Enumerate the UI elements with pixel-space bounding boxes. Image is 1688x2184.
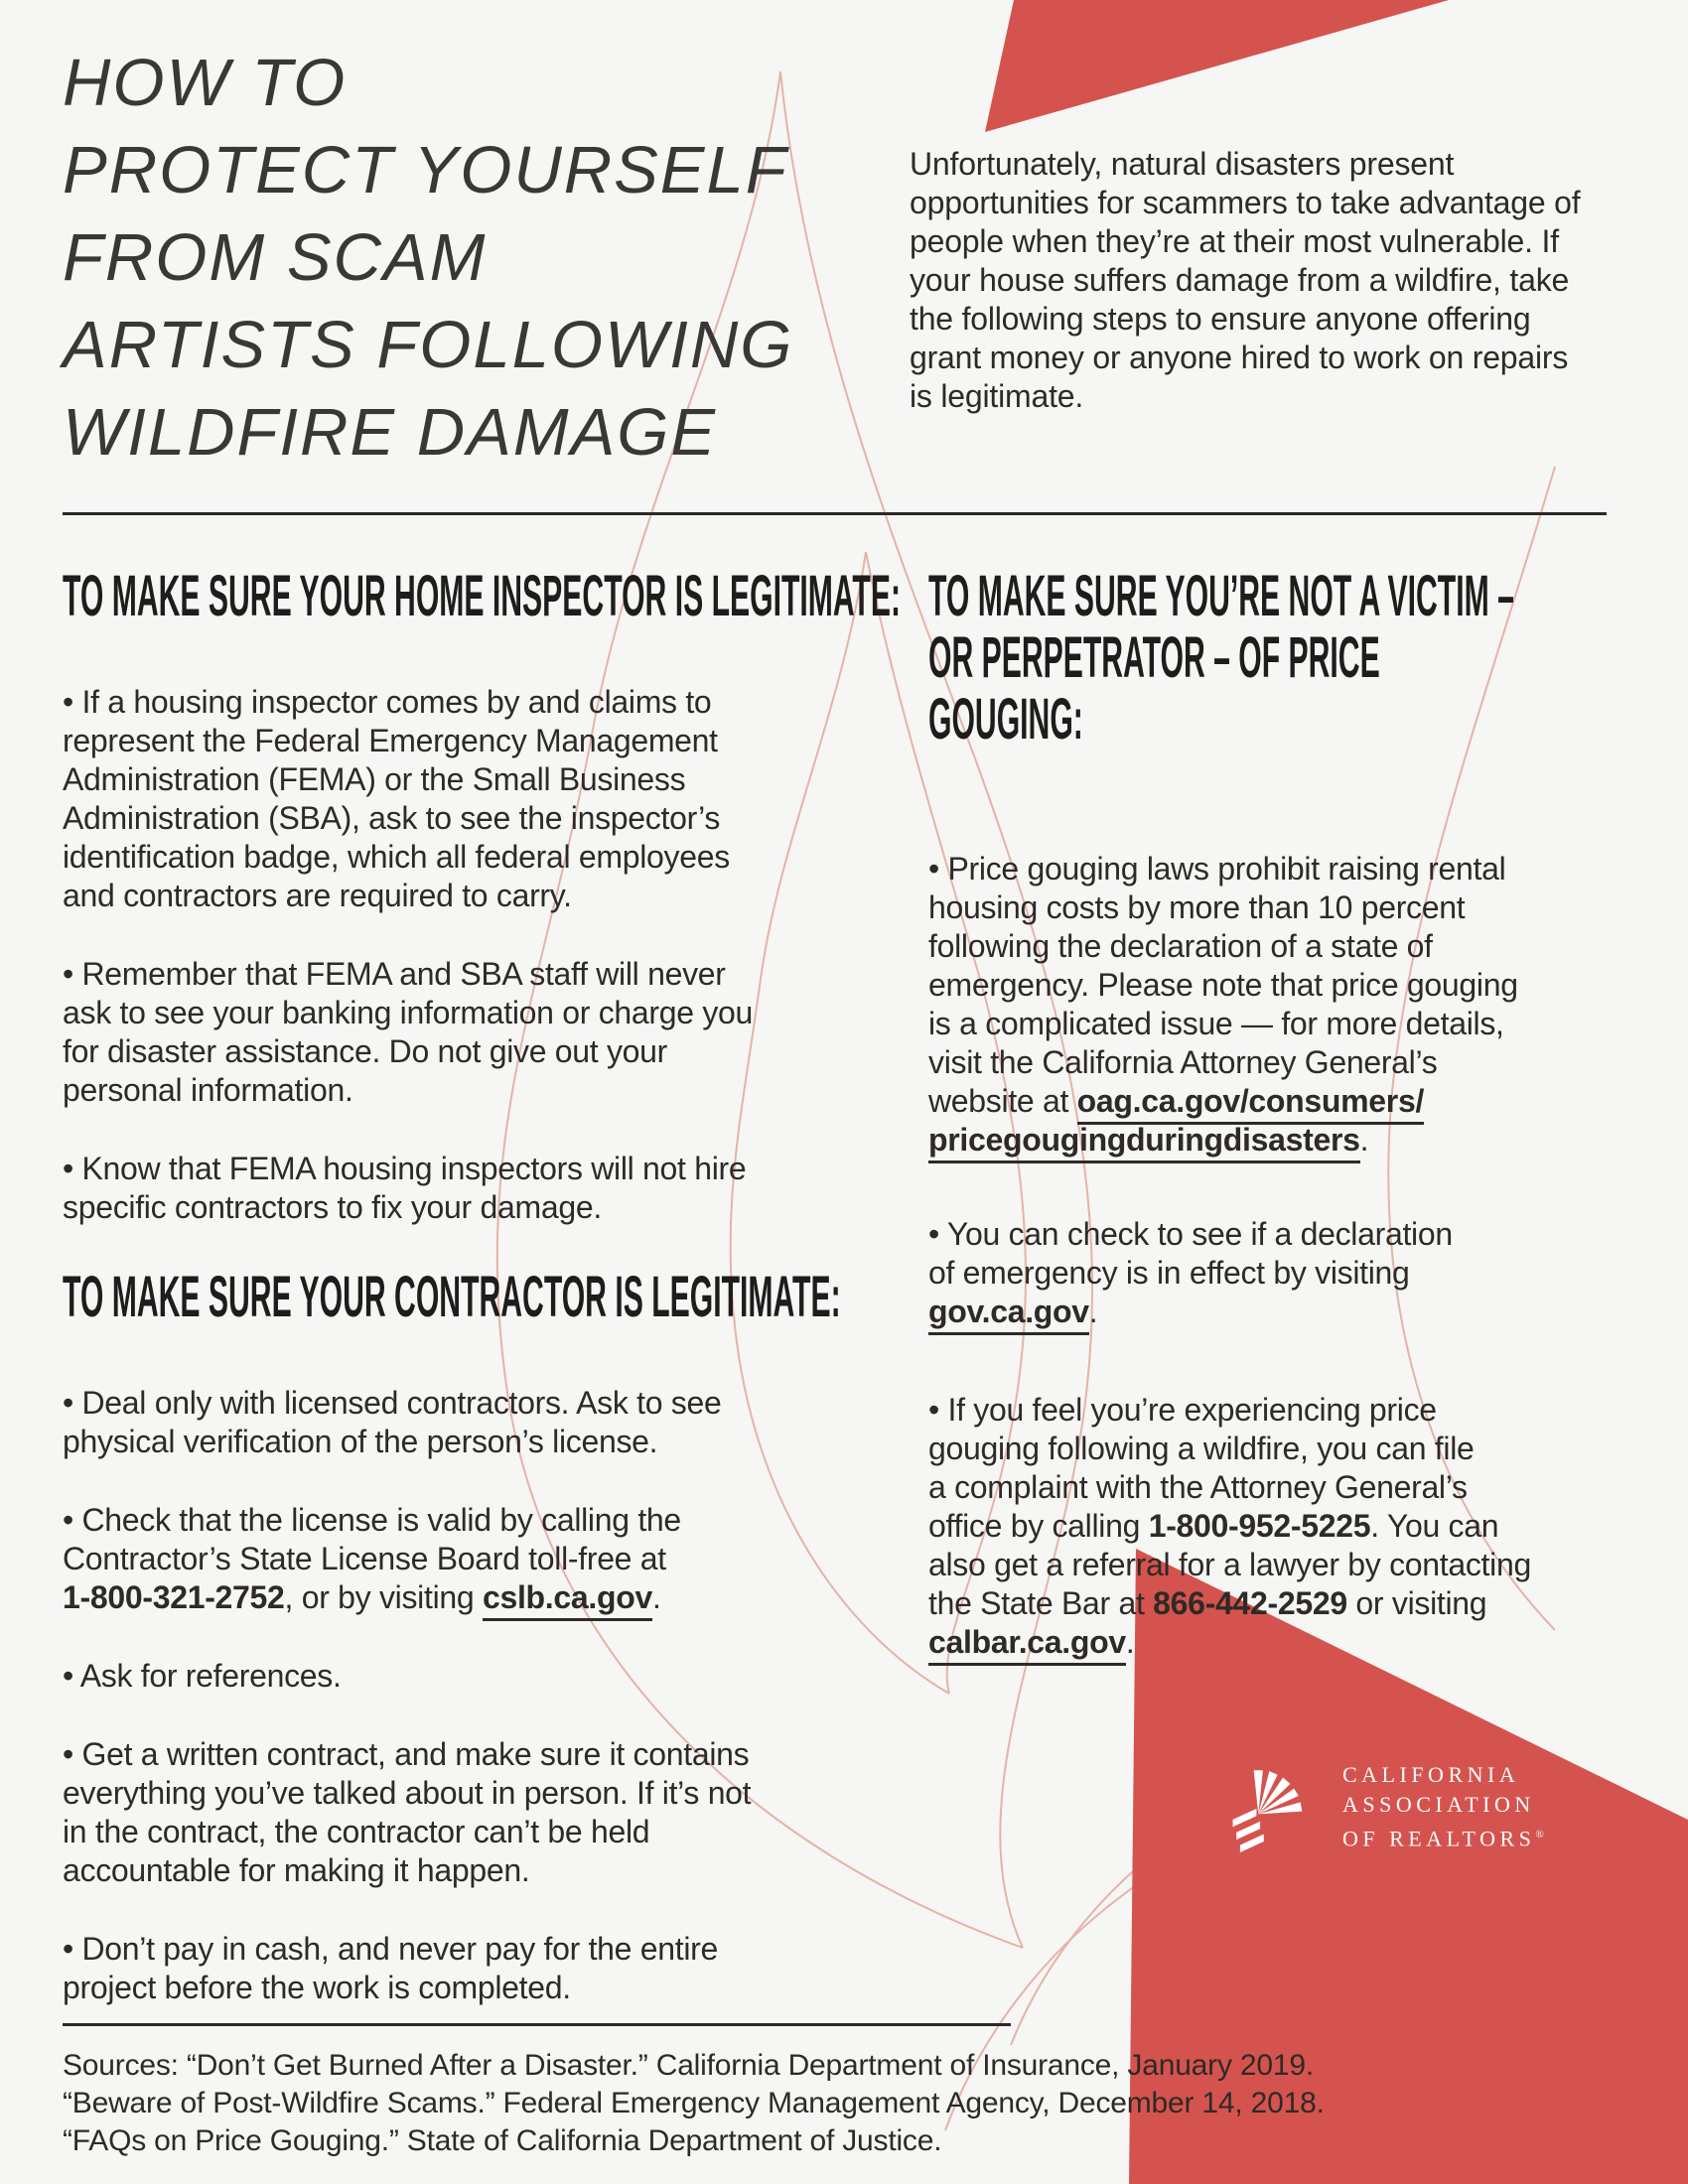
text-run: represent the Federal Emergency Management (63, 723, 718, 758)
text-run: office by calling (928, 1508, 1149, 1544)
text-run: . (1359, 1122, 1369, 1158)
text-run: physical verification of the person’s license. (63, 1424, 658, 1459)
heading-price-gouging: TO MAKE SURE YOU’RE NOT A VICTIM – OR PERPETRATOR – OF PRICE GOUGING: (928, 564, 1514, 751)
text-run: of emergency is in effect by visiting (928, 1255, 1410, 1291)
sources-divider-line (63, 2023, 1011, 2026)
bullet-fema-banking (63, 955, 877, 1110)
car-logo (1227, 1755, 1544, 1858)
text-run: for disaster assistance. Do not give out your (63, 1033, 668, 1069)
cslb-link[interactable]: cslb.ca.gov (483, 1579, 652, 1621)
car-logo-icon (1227, 1755, 1319, 1858)
text-run: housing costs by more than 10 percent (928, 889, 1466, 925)
gov-ca-link[interactable]: gov.ca.gov (928, 1294, 1089, 1335)
text-run: specific contractors to fix your damage. (63, 1189, 602, 1225)
logo-line-of-realtors: OF REALTORS (1342, 1826, 1536, 1851)
sources-text: Sources: “Don’t Get Burned After a Disaster.” California Department of Insurance, January 2019. “Beware of Post-Wildfire Scams.” Federal Emergency Management Agency, December 14, 2018. “FAQs on Price Gouging.” State of California Department of Justice. (63, 2049, 1325, 2157)
text-run: . (651, 1579, 661, 1615)
right-column (928, 552, 1653, 1662)
text-run: website at (928, 1083, 1077, 1119)
heading-contractor: TO MAKE SURE YOUR CONTRACTOR IS LEGITIMATE: (63, 1265, 841, 1329)
text-run: following the declaration of a state of (928, 928, 1433, 964)
text-run: . (1088, 1294, 1098, 1329)
text-run: accountable for making it happen. (63, 1852, 530, 1888)
logo-line-association: ASSOCIATION (1342, 1791, 1535, 1817)
text-run: • Remember that FEMA and SBA staff will never (63, 956, 726, 992)
text-run: and contractors are required to carry. (63, 878, 572, 913)
text-run: emergency. Please note that price gouging (928, 967, 1518, 1003)
text-run: Administration (SBA), ask to see the inspector’s (63, 800, 721, 836)
text-run: 1-800-952-5225 (1148, 1508, 1371, 1544)
text-run: is a complicated issue — for more details, (928, 1006, 1504, 1041)
text-run: Administration (FEMA) or the Small Business (63, 761, 686, 797)
left-column (63, 552, 902, 2007)
text-run: personal information. (63, 1072, 353, 1108)
car-logo-wordmark (1342, 1760, 1544, 1853)
bullet-fema-contractors (63, 1150, 877, 1227)
text-run: the State Bar at (928, 1585, 1154, 1621)
bullet-license-valid (63, 1501, 877, 1617)
text-run: . You can (1370, 1508, 1499, 1544)
text-run: 866-442-2529 (1153, 1585, 1347, 1621)
bullet-ask-references (63, 1657, 877, 1696)
text-run: visit the California Attorney General’s (928, 1044, 1438, 1080)
bullet-inspector-badge (63, 683, 877, 915)
text-run: • If a housing inspector comes by and claims to (63, 684, 712, 720)
text-run: identification badge, which all federal employees (63, 839, 730, 875)
header-divider-line (63, 512, 1607, 515)
text-run: • If you feel you’re experiencing price (928, 1392, 1437, 1428)
bullet-dont-pay-cash (63, 1930, 877, 2007)
text-run: • Don’t pay in cash, and never pay for the entire (63, 1931, 719, 1967)
text-run: or visiting (1346, 1585, 1487, 1621)
text-run: • Ask for references. (63, 1658, 342, 1694)
text-run: • Deal only with licensed contractors. Ask to see (63, 1385, 722, 1421)
oag-link[interactable]: oag.ca.gov/consumers/ (1077, 1083, 1424, 1125)
bullet-file-complaint (928, 1391, 1653, 1662)
bullet-written-contract (63, 1735, 877, 1890)
bullet-licensed-contractors (63, 1384, 877, 1461)
calbar-link[interactable]: calbar.ca.gov (928, 1624, 1126, 1666)
bullet-declaration-check (928, 1215, 1653, 1331)
text-run: . (1125, 1624, 1135, 1660)
intro-paragraph: Unfortunately, natural disasters present opportunities for scammers to take advantage of people when they’re at their most vulnerable. If your house suffers damage from a wildfire, take the following steps to ensure anyone offering grant money or anyone hired to work on repairs is legitimate. (910, 146, 1581, 414)
heading-home-inspector: TO MAKE SURE YOUR HOME INSPECTOR IS LEGITIMATE: (63, 564, 902, 628)
text-run: a complaint with the Attorney General’s (928, 1469, 1468, 1505)
logo-line-california: CALIFORNIA (1342, 1761, 1520, 1787)
page-title: HOW TO PROTECT YOURSELF FROM SCAM ARTISTS FOLLOWING WILDFIRE DAMAGE (63, 46, 794, 470)
text-run: Contractor’s State License Board toll-free at (63, 1541, 666, 1576)
bullet-price-gouging-laws (928, 850, 1653, 1160)
text-run: everything you’ve talked about in person. If it’s not (63, 1775, 752, 1811)
text-run: ask to see your banking information or charge you (63, 995, 754, 1030)
text-run: in the contract, the contractor can’t be held (63, 1814, 650, 1849)
text-run: , or by visiting (284, 1579, 483, 1615)
text-run: 1-800-321-2752 (63, 1579, 285, 1615)
oag-link[interactable]: pricegougingduringdisasters (928, 1122, 1360, 1163)
text-run: also get a referral for a lawyer by contacting (928, 1547, 1531, 1582)
text-run: • You can check to see if a declaration (928, 1216, 1453, 1252)
registered-mark: ® (1535, 1828, 1544, 1841)
text-run: • Know that FEMA housing inspectors will not hire (63, 1151, 747, 1186)
text-run: gouging following a wildfire, you can file (928, 1431, 1475, 1466)
text-run: • Check that the license is valid by calling the (63, 1502, 681, 1538)
text-run: • Get a written contract, and make sure it contains (63, 1736, 750, 1772)
text-run: project before the work is completed. (63, 1970, 571, 2005)
text-run: • Price gouging laws prohibit raising rental (928, 851, 1506, 887)
